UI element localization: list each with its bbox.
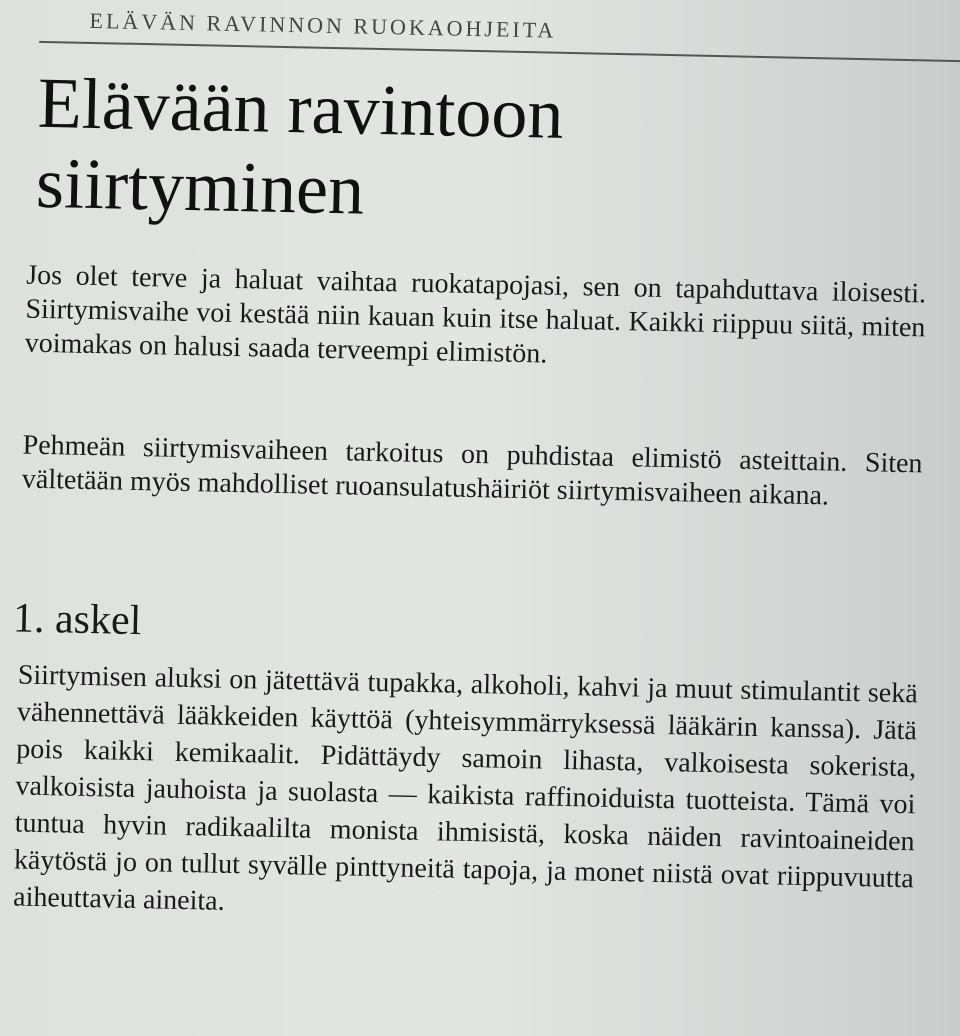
intro-paragraph-1: Jos olet terve ja haluat vaihtaa ruokatapojasi, sen on tapahduttava iloisesti. Siirtymisvaihe voi kestää niin kauan kuin itse haluat. Kaikki riippuu siitä, miten voimakas on halusi saada terveempi elimistön. xyxy=(24,259,927,370)
running-head: ELÄVÄN RAVINNON RUOKAOHJEITA xyxy=(89,7,557,43)
header-rule xyxy=(39,41,960,63)
step-1-heading: 1. askel xyxy=(12,595,142,645)
chapter-title-line-2: siirtyminen xyxy=(35,142,365,230)
chapter-title xyxy=(35,63,564,234)
chapter-title-line-1: Elävään ravintoon xyxy=(37,62,565,154)
intro-paragraph-2: Pehmeän siirtymisvaiheen tarkoitus on puhdistaa elimistö asteittain. Siten vältetään myös mahdolliset ruoansulatushäiriöt siirtymisvaiheen aikana. xyxy=(21,429,923,512)
step-1-paragraph: Siirtymisen aluksi on jätettävä tupakka, alkoholi, kahvi ja muut stimulantit sekä vähennettävä lääkkeiden käyttöä (yhteisymmärryksessä lääkärin kanssa). Jätä pois kaikki kemikaalit. Pidättäydy samoin lihasta, valkoisesta sokerista, valkoisista jauhoista ja suolasta — kaikista raffinoiduista tuotteista. Tämä voi tuntua hyvin radikaalilta monista ihmisistä, koska näiden ravintoaineiden käytöstä jo on tullut syvälle pinttyneitä tapoja, ja monet niistä ovat riippuvuutta aiheuttavia aineita. xyxy=(12,659,918,917)
